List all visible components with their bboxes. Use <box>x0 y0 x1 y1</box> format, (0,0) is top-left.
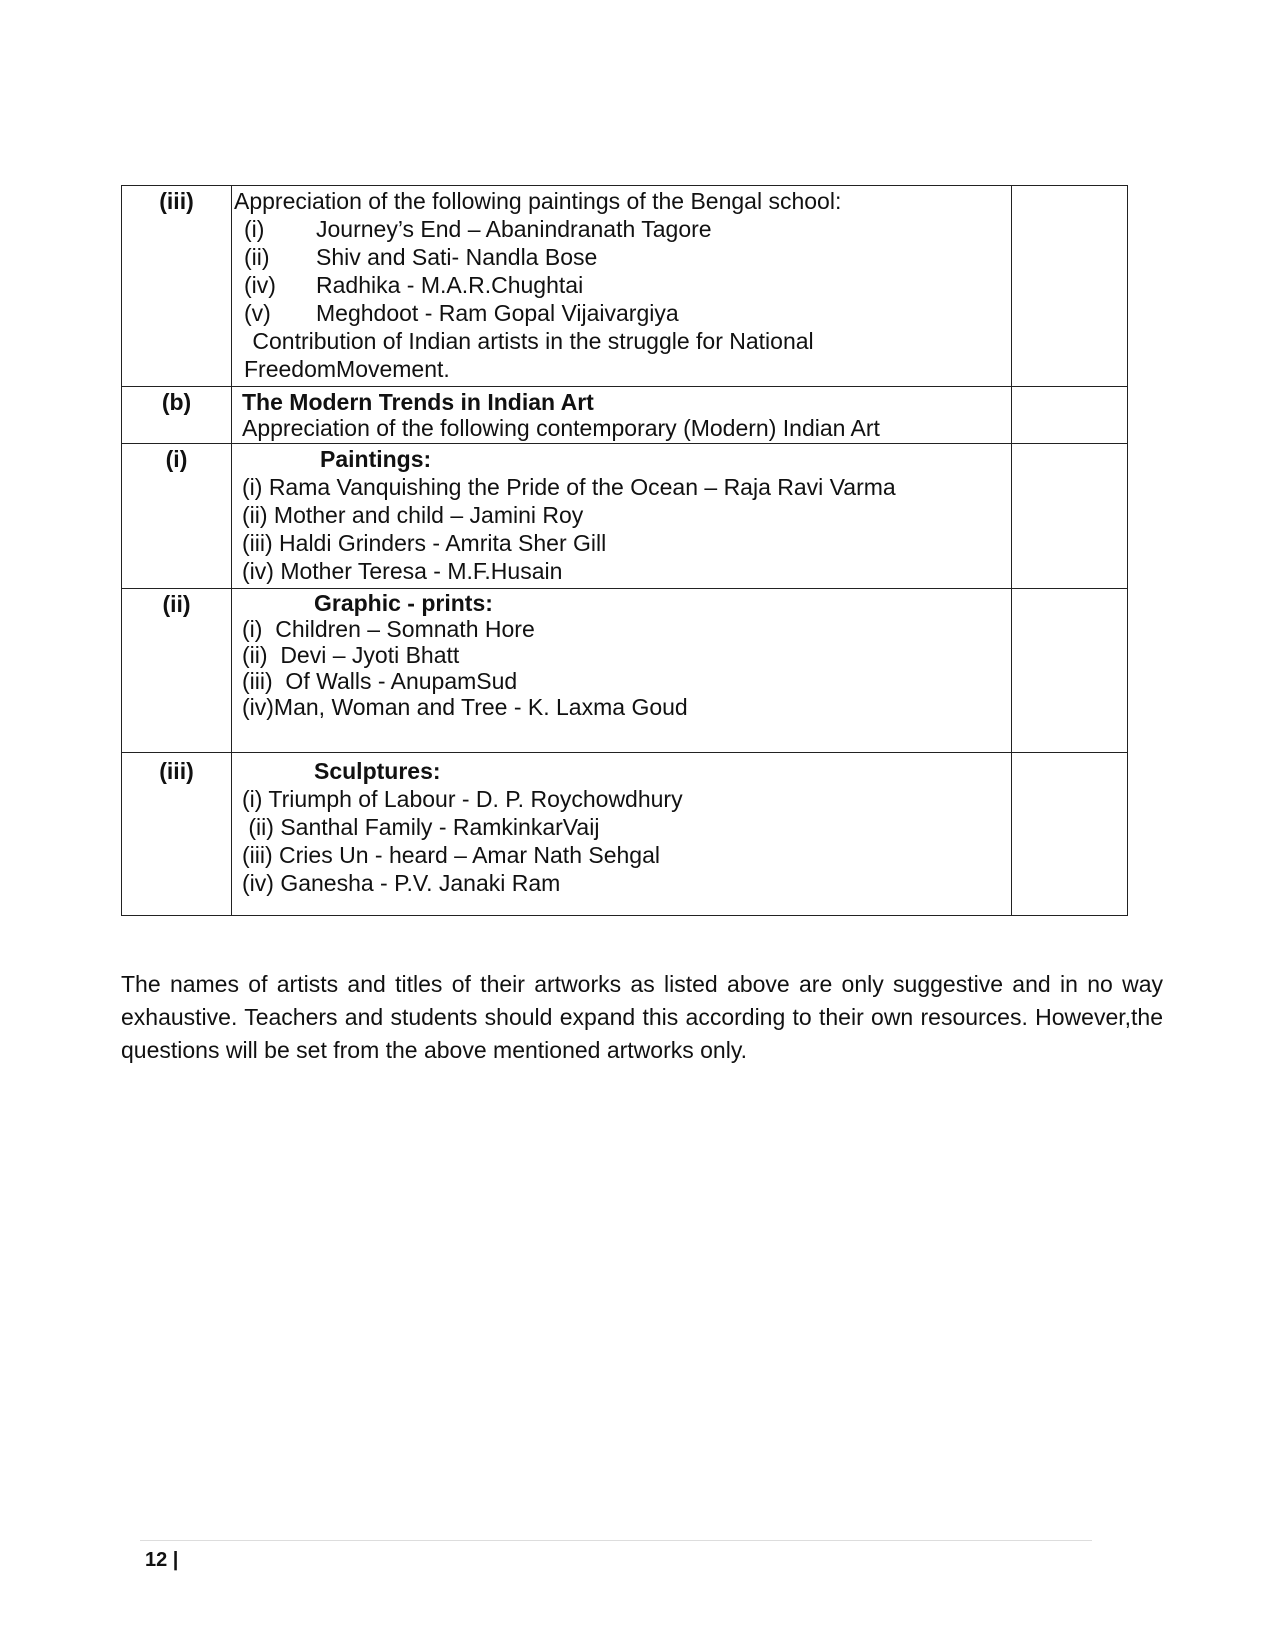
list-item <box>234 215 1003 243</box>
row-content <box>232 186 1012 387</box>
list-item-text: Journey’s End – Abanindranath Tagore <box>316 216 712 242</box>
row-number: (iii) <box>122 753 232 916</box>
list-item <box>234 299 1003 327</box>
row-number: (iii) <box>122 186 232 387</box>
row-number: (i) <box>122 444 232 589</box>
section-heading: Graphic - prints: <box>314 590 493 616</box>
list-item-enum: (i) <box>244 216 265 242</box>
table-row-modern-trends <box>122 387 1128 444</box>
list-item: (i) Triumph of Labour - D. P. Roychowdhury <box>242 786 683 812</box>
list-item-text: Radhika - M.A.R.Chughtai <box>316 272 584 298</box>
table-row-graphic-prints <box>122 589 1128 753</box>
content-line: Contribution of Indian artists in the struggle for National <box>246 328 814 354</box>
list-item: (ii) Devi – Jyoti Bhatt <box>242 642 460 668</box>
row-content <box>232 589 1012 753</box>
marks-cell <box>1012 753 1128 916</box>
note-paragraph: The names of artists and titles of their artworks as listed above are only suggestive and in no way exhaustive. Teachers and students should expand this according to their own resources. However,the questions will be set from the above mentioned artworks only. <box>121 971 1163 1063</box>
list-item: (iv) Ganesha - P.V. Janaki Ram <box>242 870 561 896</box>
row-number: (b) <box>122 387 232 444</box>
list-item: (iii) Of Walls - AnupamSud <box>242 668 518 694</box>
list-item <box>234 271 1003 299</box>
list-item-text: Shiv and Sati- Nandla Bose <box>316 244 598 270</box>
list-item-enum: (v) <box>244 300 271 326</box>
content-line: Appreciation of the following contemporary (Modern) Indian Art <box>242 415 880 441</box>
list-item: (i) Rama Vanquishing the Pride of the Ocean – Raja Ravi Varma <box>242 474 896 500</box>
syllabus-table <box>121 185 1128 916</box>
section-heading: The Modern Trends in Indian Art <box>242 389 594 415</box>
marks-cell <box>1012 589 1128 753</box>
marks-cell <box>1012 186 1128 387</box>
list-item-text: Meghdoot - Ram Gopal Vijaivargiya <box>316 300 679 326</box>
row-content <box>232 753 1012 916</box>
row-number: (ii) <box>122 589 232 753</box>
row-content <box>232 444 1012 589</box>
list-item: (iii) Cries Un - heard – Amar Nath Sehgal <box>242 842 660 868</box>
list-item: (i) Children – Somnath Hore <box>242 616 535 642</box>
list-item-enum: (iv) <box>244 272 276 298</box>
list-item: (ii) Mother and child – Jamini Roy <box>242 502 584 528</box>
list-item: (iv) Mother Teresa - M.F.Husain <box>242 558 563 584</box>
content-line: Appreciation of the following paintings of the Bengal school: <box>234 188 842 214</box>
list-item <box>234 243 1003 271</box>
table-row-sculptures <box>122 753 1128 916</box>
section-heading: Paintings: <box>320 446 432 472</box>
table-row-bengal-school <box>122 186 1128 387</box>
marks-cell <box>1012 387 1128 444</box>
content-line: FreedomMovement. <box>244 356 450 382</box>
list-item: (iv)Man, Woman and Tree - K. Laxma Goud <box>242 694 688 720</box>
section-heading: Sculptures: <box>314 758 441 784</box>
list-item-enum: (ii) <box>244 244 270 270</box>
marks-cell <box>1012 444 1128 589</box>
table-row-paintings <box>122 444 1128 589</box>
footer-divider <box>140 1540 1092 1541</box>
row-content <box>232 387 1012 444</box>
page-number: 12 | <box>145 1549 179 1571</box>
list-item: (ii) Santhal Family - RamkinkarVaij <box>242 814 600 840</box>
list-item: (iii) Haldi Grinders - Amrita Sher Gill <box>242 530 607 556</box>
